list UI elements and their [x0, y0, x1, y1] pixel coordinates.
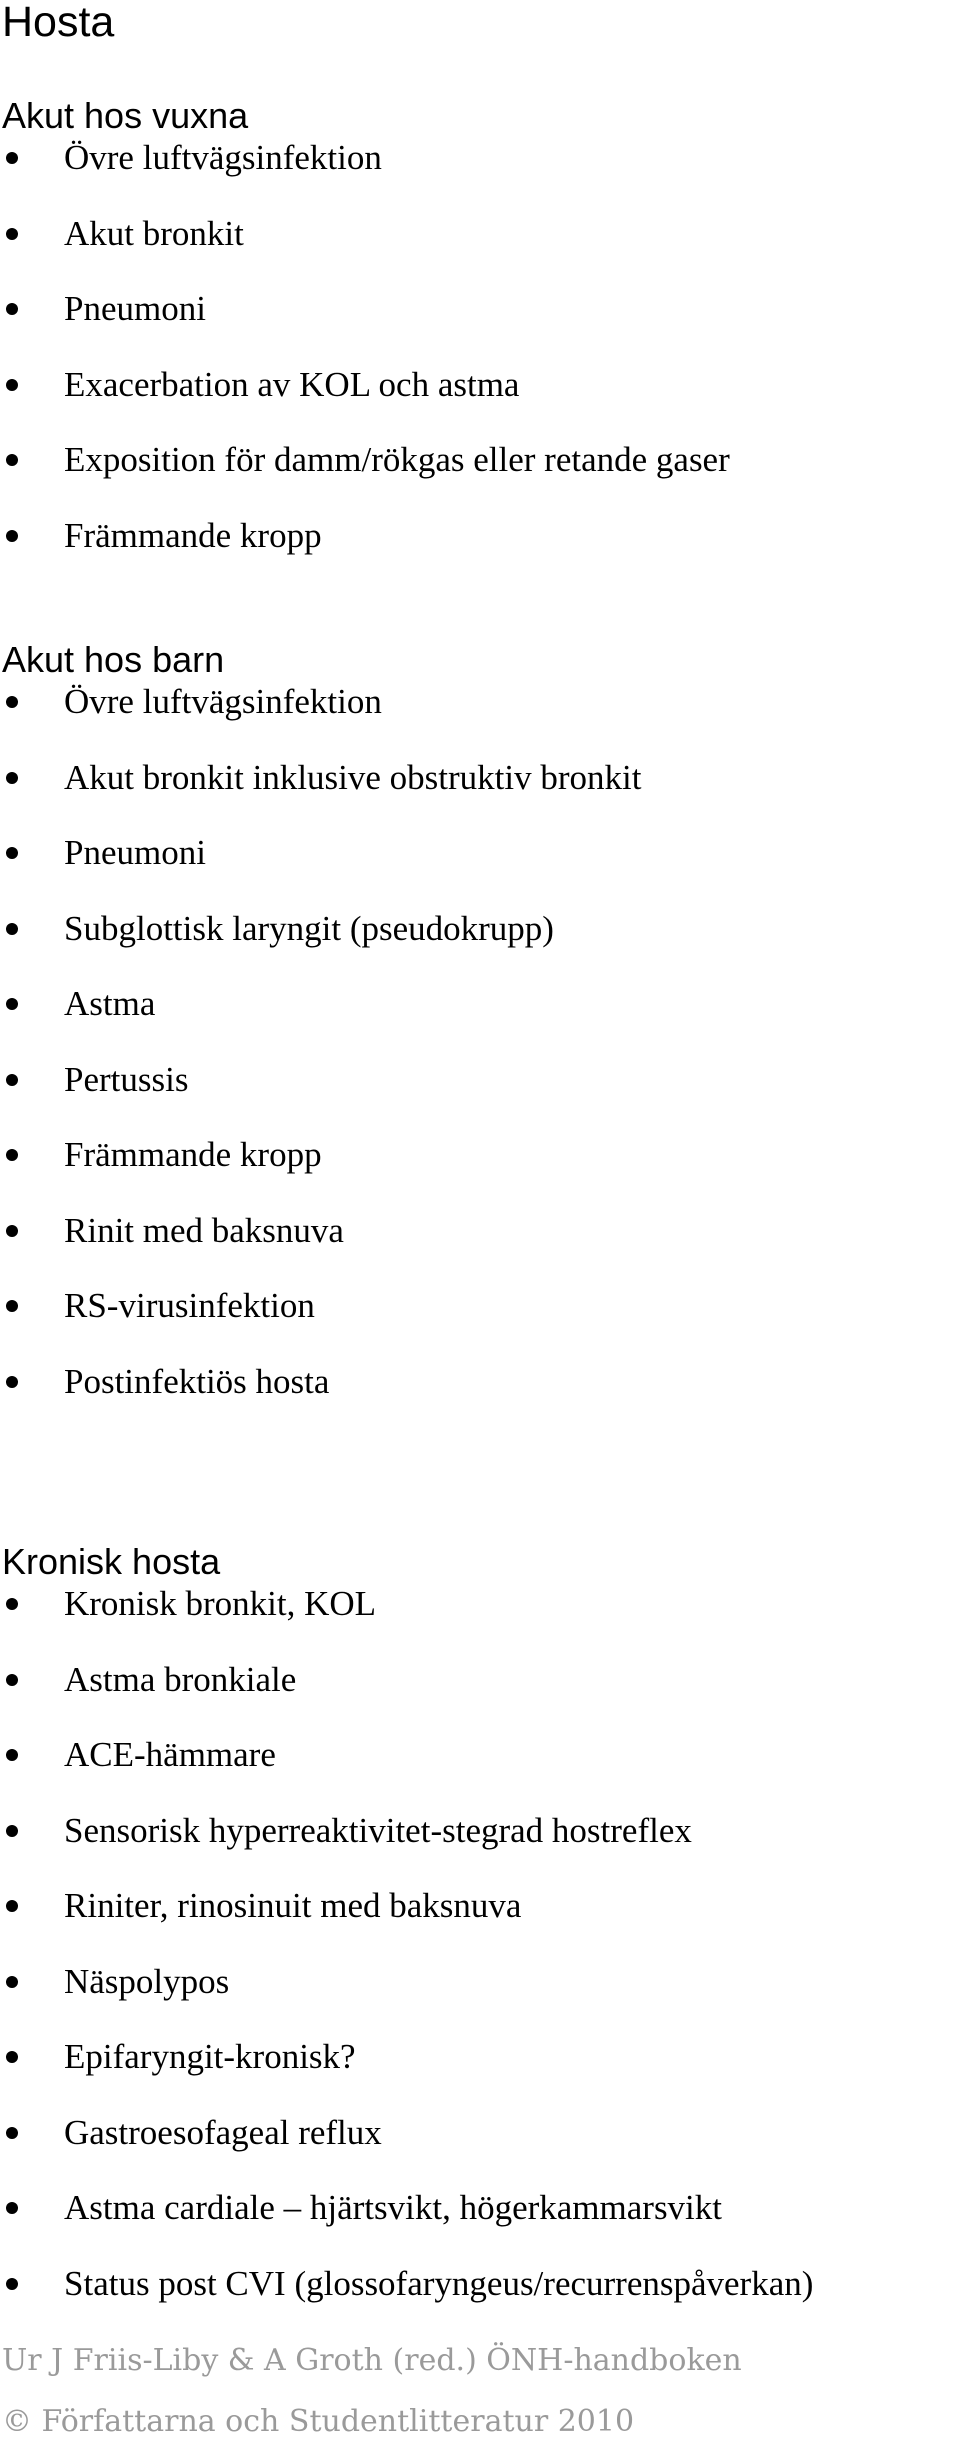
- bullet-icon: [6, 1376, 18, 1388]
- list-item-text: Gastroesofageal reflux: [64, 2112, 382, 2152]
- list-item-text: Riniter, rinosinuit med baksnuva: [64, 1886, 522, 1925]
- footer-source: Ur J Friis-Liby & A Groth (red.) ÖNH-handboken: [2, 2343, 742, 2378]
- bullet-icon: [6, 530, 18, 542]
- bullet-icon: [6, 847, 18, 859]
- list-item: [0, 287, 960, 363]
- list-item-text: Pneumoni: [64, 289, 206, 328]
- list-item-text: Postinfektiös hosta: [64, 1361, 330, 1401]
- list-item: [0, 2262, 960, 2338]
- list-item: [0, 982, 960, 1058]
- list-item: [0, 680, 960, 756]
- list-item-text: Exposition för damm/rökgas eller retande gaser: [64, 440, 730, 479]
- bullet-icon: [6, 303, 18, 315]
- list-item-text: Akut bronkit inklusive obstruktiv bronkit: [64, 757, 642, 797]
- bullet-list: [0, 680, 960, 1435]
- bullet-icon: [6, 379, 18, 391]
- bullet-icon: [6, 1598, 18, 1610]
- bullet-icon: [6, 1900, 18, 1912]
- list-item-text: RS-virusinfektion: [64, 1286, 315, 1325]
- list-item-text: Pertussis: [64, 1059, 189, 1099]
- bullet-icon: [6, 1225, 18, 1237]
- list-item: [0, 1809, 960, 1885]
- list-item: [0, 1960, 960, 2036]
- list-item-text: Akut bronkit: [64, 213, 244, 253]
- bullet-list: [0, 136, 960, 589]
- list-item: [0, 212, 960, 288]
- list-item-text: Astma: [64, 984, 156, 1023]
- list-item: [0, 756, 960, 832]
- bullet-icon: [6, 152, 18, 164]
- list-item: [0, 438, 960, 514]
- list-item: [0, 1582, 960, 1658]
- page-title: Hosta: [2, 0, 115, 46]
- bullet-icon: [6, 454, 18, 466]
- bullet-icon: [6, 1074, 18, 1086]
- list-item-text: Astma cardiale – hjärtsvikt, högerkammarsvikt: [64, 2188, 723, 2227]
- bullet-icon: [6, 228, 18, 240]
- section-akut-barn: [0, 640, 960, 1435]
- list-item-text: Övre luftvägsinfektion: [64, 682, 382, 721]
- bullet-icon: [6, 2051, 18, 2063]
- bullet-icon: [6, 2202, 18, 2214]
- bullet-icon: [6, 1674, 18, 1686]
- list-item-text: Kronisk bronkit, KOL: [64, 1584, 377, 1623]
- bullet-icon: [6, 1149, 18, 1161]
- list-item: [0, 514, 960, 590]
- bullet-icon: [6, 1825, 18, 1837]
- list-item: [0, 1284, 960, 1360]
- list-item: [0, 363, 960, 439]
- bullet-icon: [6, 696, 18, 708]
- bullet-icon: [6, 2127, 18, 2139]
- list-item-text: Epifaryngit-kronisk?: [64, 2037, 356, 2076]
- section-kronisk: [0, 1542, 960, 2337]
- list-item-text: Subglottisk laryngit (pseudokrupp): [64, 908, 554, 948]
- section-heading: Kronisk hosta: [2, 1541, 221, 1582]
- list-item: [0, 907, 960, 983]
- list-item: [0, 2035, 960, 2111]
- list-item: [0, 1658, 960, 1734]
- bullet-list: [0, 1582, 960, 2337]
- section-akut-vuxna: [0, 96, 960, 589]
- list-item: [0, 1058, 960, 1134]
- bullet-icon: [6, 772, 18, 784]
- list-item-text: Pneumoni: [64, 833, 206, 872]
- list-item-text: Främmande kropp: [64, 515, 322, 555]
- list-item-text: Astma bronkiale: [64, 1659, 297, 1699]
- list-item-text: Rinit med baksnuva: [64, 1210, 344, 1250]
- section-heading: Akut hos barn: [2, 639, 225, 680]
- bullet-icon: [6, 1749, 18, 1761]
- list-item-text: Status post CVI (glossofaryngeus/recurrenspåverkan): [64, 2263, 814, 2303]
- list-item: [0, 1133, 960, 1209]
- list-item: [0, 831, 960, 907]
- bullet-icon: [6, 998, 18, 1010]
- footer-copyright: © Författarna och Studentlitteratur 2010: [2, 2404, 635, 2439]
- list-item: [0, 1360, 960, 1436]
- list-item-text: Övre luftvägsinfektion: [64, 138, 382, 177]
- bullet-icon: [6, 923, 18, 935]
- list-item: [0, 2111, 960, 2187]
- section-heading: Akut hos vuxna: [2, 95, 249, 136]
- bullet-icon: [6, 1976, 18, 1988]
- list-item: [0, 1884, 960, 1960]
- list-item: [0, 1209, 960, 1285]
- list-item-text: Sensorisk hyperreaktivitet-stegrad hostreflex: [64, 1810, 692, 1850]
- list-item: [0, 2186, 960, 2262]
- list-item-text: Näspolypos: [64, 1961, 230, 2001]
- list-item-text: Främmande kropp: [64, 1135, 322, 1174]
- list-item-text: Exacerbation av KOL och astma: [64, 364, 520, 404]
- bullet-icon: [6, 2278, 18, 2290]
- list-item: [0, 136, 960, 212]
- bullet-icon: [6, 1300, 18, 1312]
- list-item-text: ACE-hämmare: [64, 1735, 276, 1774]
- list-item: [0, 1733, 960, 1809]
